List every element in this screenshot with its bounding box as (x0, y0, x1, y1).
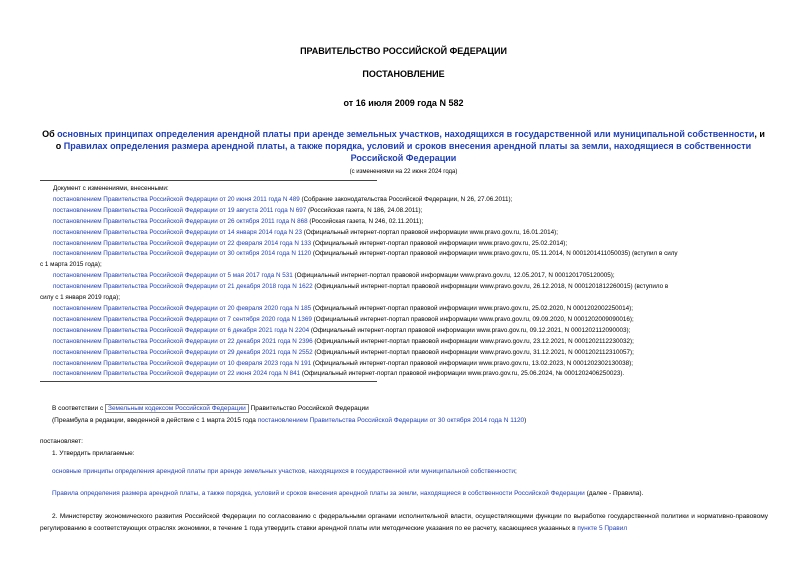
change-item-source: (Официальный интернет-портал правовой информации www.pravo.gov.ru, 05.11.2014, N 0001201411050035) (вступил в силу (311, 250, 678, 258)
decides-label: постановляет: (40, 438, 83, 445)
change-item-link[interactable]: постановлением Правительства Российской Федерации от 22 февраля 2014 года N 133 (53, 239, 312, 247)
change-item-source: (Официальный интернет-портал правовой информации www.pravo.gov.ru, 25.02.2014); (311, 239, 568, 247)
rules-link[interactable]: Правила определения размера арендной платы, а также порядка, условий и сроков внесения арендной платы за земли, находящиеся в собственности Российской Федерации (52, 490, 585, 497)
item-1a-suffix: ; (514, 468, 517, 475)
preamble-prefix: В соответствии с (52, 405, 106, 412)
item-2-text: 2. Министерству экономического развития Российской Федерации по согласованию с федеральными органами исполнительной власти, осуществляющими функции по выработке государственной политики и нормативно-правовому регулированию в соответствующих отраслях экономики, в течение 1 года утвердить ставки арендной платы или методические указания по ее расчету, касающиеся указанных в (40, 513, 768, 532)
preamble-suffix: Правительство Российской Федерации (248, 405, 369, 412)
preamble-note (52, 417, 526, 424)
change-item (40, 271, 775, 282)
change-item (40, 249, 775, 260)
change-item (40, 315, 775, 326)
change-item (40, 326, 775, 337)
document-date-number: от 16 июля 2009 года N 582 (343, 98, 464, 108)
title-link-principles[interactable]: основных принципах определения арендной платы при аренде земельных участков, находящихся в государственной или муниципальной собственности (57, 129, 755, 139)
change-item-source: (Собрание законодательства Российской Федерации, N 26, 27.06.2011); (299, 195, 513, 203)
issuing-authority: ПРАВИТЕЛЬСТВО РОССИЙСКОЙ ФЕДЕРАЦИИ (300, 46, 507, 56)
change-item-source: (Официальный интернет-портал правовой информации www.pravo.gov.ru, 09.09.2020, N 0001202009090016); (311, 315, 634, 323)
change-item (40, 217, 775, 228)
change-item (40, 348, 775, 359)
change-item-link[interactable]: постановлением Правительства Российской Федерации от 19 августа 2011 года N 697 (53, 206, 307, 214)
land-code-link[interactable]: Земельным кодексом Российской Федерации (105, 404, 249, 413)
preamble-note-suffix: ) (524, 417, 527, 424)
divider-top (40, 180, 377, 181)
change-item (40, 282, 775, 293)
change-item (40, 304, 775, 315)
title-prefix: Об (42, 129, 58, 139)
preamble-paragraph (52, 405, 369, 412)
change-item (40, 239, 775, 250)
item-2 (40, 511, 768, 535)
change-item (40, 359, 775, 370)
item-1b-suffix: (далее - Правила). (584, 490, 644, 497)
change-item (40, 369, 775, 380)
change-item-source: (Официальный интернет-портал правовой информации www.pravo.gov.ru, 09.12.2021, N 0001202112090003); (309, 326, 631, 334)
change-item-link[interactable]: постановлением Правительства Российской Федерации от 6 декабря 2021 года N 2204 (53, 326, 310, 334)
title-mid: , и о (55, 129, 765, 151)
change-item-link[interactable]: постановлением Правительства Российской Федерации от 22 декабря 2021 года N 2396 (53, 337, 313, 345)
changes-intro: Документ с изменениями, внесенными: (53, 185, 169, 192)
revision-note: (с изменениями на 22 июня 2024 года) (349, 169, 458, 175)
change-item-source: (Официальный интернет-портал правовой информации www.pravo.gov.ru, 13.02.2023, N 0001202302130038); (311, 359, 633, 367)
change-item-link[interactable]: постановлением Правительства Российской Федерации от 26 октября 2011 года N 868 (53, 217, 308, 225)
change-item-link[interactable]: постановлением Правительства Российской Федерации от 5 мая 2017 года N 531 (53, 272, 293, 280)
change-item-source: (Официальный интернет-портал правовой информации www.pravo.gov.ru, 26.12.2018, N 0001201812260015) (вступило в (312, 283, 669, 291)
change-item-link[interactable]: постановлением Правительства Российской Федерации от 14 января 2014 года N 23 (53, 228, 303, 236)
change-item-link[interactable]: постановлением Правительства Российской Федерации от 20 июня 2011 года N 489 (53, 195, 300, 203)
change-item-source: (Российская газета, N 186, 24.08.2011); (306, 206, 423, 214)
preamble-note-link[interactable]: постановлением Правительства Российской Федерации от 30 октября 2014 года N 1120 (257, 417, 525, 424)
item-1: 1. Утвердить прилагаемые: (52, 450, 135, 457)
change-item-link[interactable]: постановлением Правительства Российской Федерации от 30 октября 2014 года N 1120 (53, 250, 312, 258)
change-item-source: (Российская газета, N 246, 02.11.2011); (307, 217, 424, 225)
item-1a (52, 468, 517, 475)
change-item (40, 195, 775, 206)
change-item-source: (Официальный интернет-портал правовой информации www.pravo.gov.ru, 25.02.2020, N 0001202002250014); (311, 304, 633, 312)
rules-clause-5-link[interactable]: пункте 5 Правил (577, 525, 628, 532)
title-link-rules[interactable]: Правилах определения размера арендной платы, а также порядка, условий и сроков внесения арендной платы за земли, находящиеся в собственности Российской Федерации (63, 141, 752, 163)
change-item-source: (Официальный интернет-портал правовой информации www.pravo.gov.ru, 16.01.2014); (302, 228, 559, 236)
change-item-source: (Официальный интернет-портал правовой информации www.pravo.gov.ru, 25.06.2024, № 0001202406250023). (300, 370, 625, 378)
principles-link[interactable]: основные принципы определения арендной платы при аренде земельных участков, находящихся в государственной или муниципальной собственности (52, 468, 515, 475)
item-1b (52, 490, 643, 497)
change-item (40, 337, 775, 348)
change-item-source: (Официальный интернет-портал правовой информации www.pravo.gov.ru, 31.12.2021, N 0001202112310057); (312, 348, 634, 356)
change-item-link[interactable]: постановлением Правительства Российской Федерации от 20 февраля 2020 года N 185 (53, 304, 312, 312)
change-item-link[interactable]: постановлением Правительства Российской Федерации от 7 сентября 2020 года N 1369 (53, 315, 312, 323)
change-item (40, 206, 775, 217)
change-item-continuation: с 1 марта 2015 года); (40, 261, 102, 269)
change-item-source: (Официальный интернет-портал правовой информации www.pravo.gov.ru, 12.05.2017, N 0001201705120005); (292, 272, 615, 280)
change-item-link[interactable]: постановлением Правительства Российской Федерации от 29 декабря 2021 года N 2552 (53, 348, 313, 356)
change-item-continuation: силу с 1 января 2019 года); (40, 294, 120, 302)
document-type: ПОСТАНОВЛЕНИЕ (362, 69, 445, 79)
change-item (40, 228, 775, 239)
preamble-note-prefix: (Преамбула в редакции, введенной в действие с 1 марта 2015 года (52, 417, 258, 424)
changes-list (40, 184, 775, 380)
change-item-link[interactable]: постановлением Правительства Российской Федерации от 10 февраля 2023 года N 191 (53, 359, 312, 367)
document-title (40, 128, 767, 164)
change-item-link[interactable]: постановлением Правительства Российской Федерации от 22 июня 2024 года N 841 (53, 370, 301, 378)
divider-bottom (40, 381, 377, 382)
change-item-link[interactable]: постановлением Правительства Российской Федерации от 21 декабря 2018 года N 1622 (53, 283, 313, 291)
change-item-source: (Официальный интернет-портал правовой информации www.pravo.gov.ru, 23.12.2021, N 0001202112230032); (312, 337, 634, 345)
